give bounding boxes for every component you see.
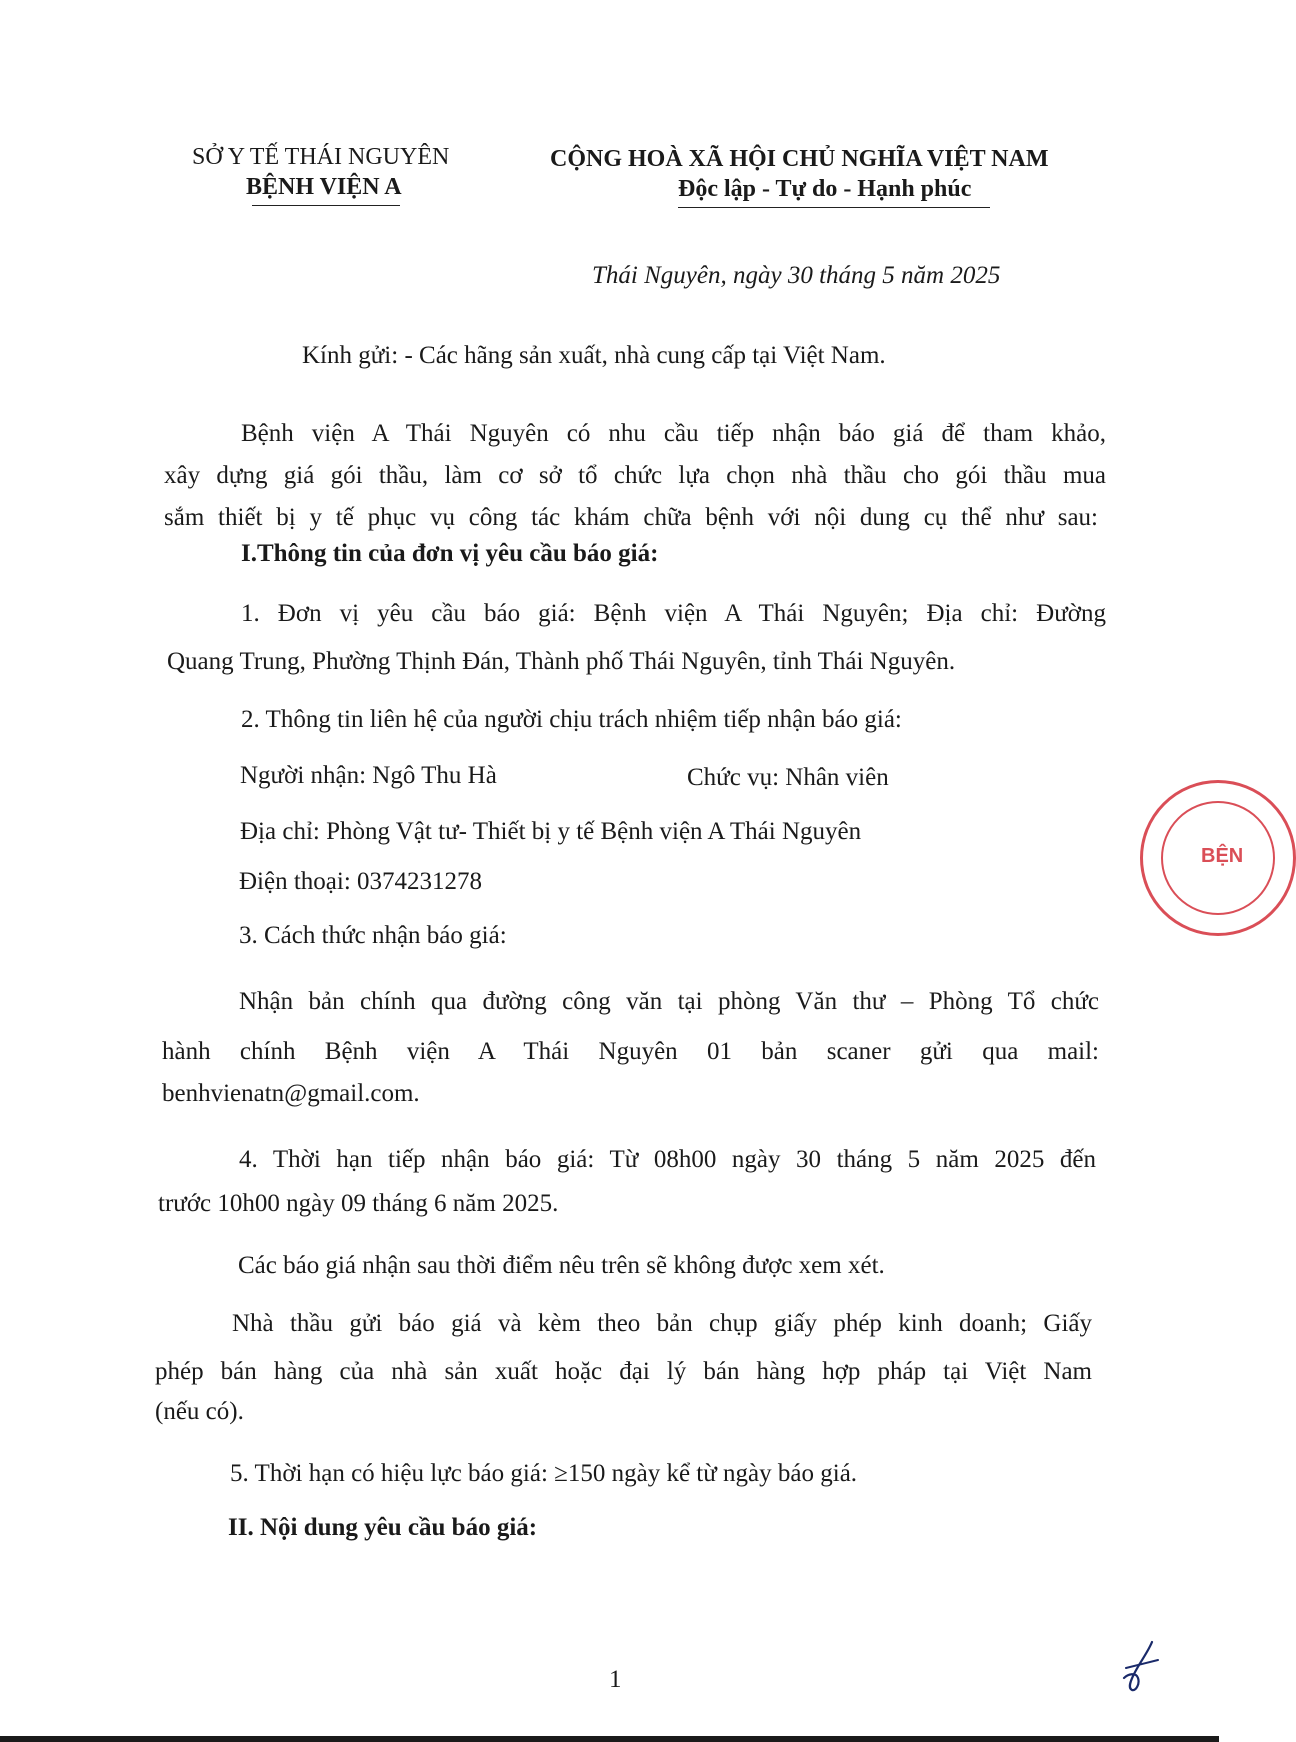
scan-bottom-edge <box>0 1736 1219 1742</box>
receiver-name: Người nhận: Ngô Thu Hà <box>240 762 497 789</box>
item-1-line-2: Quang Trung, Phường Thịnh Đán, Thành phố Thái Nguyên, tỉnh Thái Nguyên. <box>167 648 956 675</box>
motto: Độc lập - Tự do - Hạnh phúc <box>678 176 972 202</box>
intro-line-2: xây dựng giá gói thầu, làm cơ sở tổ chức lựa chọn nhà thầu cho gói thầu mua <box>164 462 1106 489</box>
late-note: Các báo giá nhận sau thời điểm nêu trên sẽ không được xem xét. <box>238 1252 885 1279</box>
item-3-email: benhvienatn@gmail.com. <box>162 1080 420 1107</box>
motto-underline <box>678 207 990 208</box>
item-4-line-1: 4. Thời hạn tiếp nhận báo giá: Từ 08h00 ngày 30 tháng 5 năm 2025 đến <box>239 1146 1096 1173</box>
item-3-line-2: hành chính Bệnh viện A Thái Nguyên 01 bản scaner gửi qua mail: <box>162 1038 1099 1065</box>
org-name: BỆNH VIỆN A <box>246 174 402 200</box>
item-5: 5. Thời hạn có hiệu lực báo giá: ≥150 ngày kể từ ngày báo giá. <box>230 1460 858 1487</box>
receiver-address: Địa chỉ: Phòng Vật tư- Thiết bị y tế Bệnh viện A Thái Nguyên <box>240 818 862 845</box>
date-line: Thái Nguyên, ngày 30 tháng 5 năm 2025 <box>592 262 1001 289</box>
item-3-heading: 3. Cách thức nhận báo giá: <box>239 922 507 949</box>
intro-line-3: sắm thiết bị y tế phục vụ công tác khám chữa bệnh với nội dung cụ thể như sau: <box>164 504 1098 531</box>
bidder-line-1: Nhà thầu gửi báo giá và kèm theo bản chụp giấy phép kinh doanh; Giấy <box>232 1310 1092 1337</box>
item-4-line-2: trước 10h00 ngày 09 tháng 6 năm 2025. <box>158 1190 559 1217</box>
seal-text: BỆN <box>1201 845 1244 867</box>
section-2-heading: II. Nội dung yêu cầu báo giá: <box>228 1514 538 1541</box>
item-2-heading: 2. Thông tin liên hệ của người chịu trách nhiệm tiếp nhận báo giá: <box>241 706 902 733</box>
nation-title: CỘNG HOÀ XÃ HỘI CHỦ NGHĨA VIỆT NAM <box>550 146 1049 172</box>
receiver-phone: Điện thoại: 0374231278 <box>239 868 483 895</box>
org-parent: SỞ Y TẾ THÁI NGUYÊN <box>192 144 450 170</box>
item-3-line-1: Nhận bản chính qua đường công văn tại phòng Văn thư – Phòng Tổ chức <box>239 988 1099 1015</box>
bidder-line-2: phép bán hàng của nhà sản xuất hoặc đại lý bán hàng hợp pháp tại Việt Nam <box>155 1358 1092 1385</box>
page-number: 1 <box>609 1666 622 1693</box>
section-1-heading: I.Thông tin của đơn vị yêu cầu báo giá: <box>241 540 659 567</box>
item-1-line-1: 1. Đơn vị yêu cầu báo giá: Bệnh viện A Thái Nguyên; Địa chỉ: Đường <box>241 600 1106 627</box>
official-seal-stamp <box>1140 780 1296 936</box>
bidder-line-3: (nếu có). <box>155 1398 244 1425</box>
handwritten-initial-mark <box>1118 1638 1168 1694</box>
recipient-line: Kính gửi: - Các hãng sản xuất, nhà cung cấp tại Việt Nam. <box>302 342 886 369</box>
org-underline <box>252 205 400 206</box>
receiver-position: Chức vụ: Nhân viên <box>687 764 889 791</box>
intro-line-1: Bệnh viện A Thái Nguyên có nhu cầu tiếp nhận báo giá để tham khảo, <box>241 420 1106 447</box>
